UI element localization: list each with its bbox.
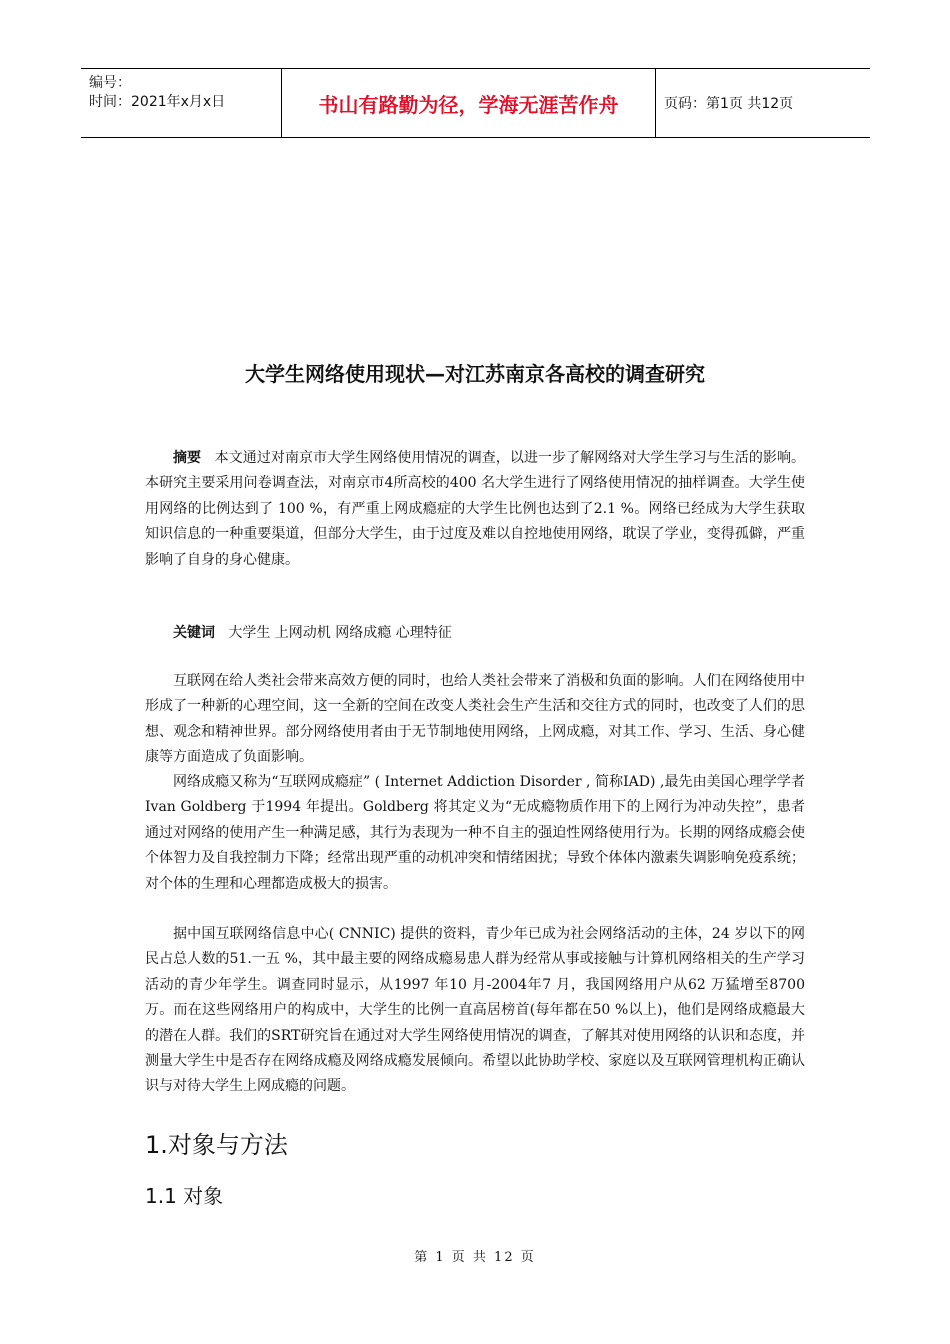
keywords-label: 关键词 xyxy=(173,625,215,641)
body-paragraph-1: 互联网在给人类社会带来高效方便的同时，也给人类社会带来了消极和负面的影响。人们在网络使用中形成了一种新的心理空间，这一全新的空间在改变人类社会生产生活和交往方式的同时，也改变了人们的思想、观念和精神世界。部分网络使用者由于无节制地使用网络，上网成瘾，对其工作、学习、生活、身心健康等方面造成了负面影响。 xyxy=(145,673,805,766)
subsection-heading: 1.1 对象 xyxy=(145,1184,224,1208)
abstract-paragraph xyxy=(145,446,805,573)
abstract-label: 摘要 xyxy=(173,450,202,466)
abstract-text: 本文通过对南京市大学生网络使用情况的调查，以进一步了解网络对大学生学习与生活的影响。本研究主要采用问卷调查法，对南京市4所高校的400 名大学生进行了网络使用情况的抽样调查。大学生使用网络的比例达到了 100 %，有严重上网成瘾症的大学生比例也达到了2.1 %。网络已经成为大学生获取知识信息的一种重要渠道，但部分大学生，由于过度及难以自控地使用网络，耽误了学业，变得孤僻，严重影响了自身的身心健康。 xyxy=(145,450,806,568)
document-title: 大学生网络使用现状—对江苏南京各高校的调查研究 xyxy=(245,362,705,386)
page-footer: 第 1 页 共 12 页 xyxy=(414,1250,536,1265)
body-paragraph-2: 网络成瘾又称为“互联网成瘾症” ( Internet Addiction Disorder , 简称IAD) ,最先由美国心理学学者Ivan Goldberg 于1994 年提出。Goldberg 将其定义为“无成瘾物质作用下的上网行为冲动失控”，患者通过对网络的使用产生一种满足感，其行为表现为一种不自主的强迫性网络使用行为。长期的网络成瘾会使个体智力及自我控制力下降；经常出现严重的动机冲突和情绪困扰；导致个体体内激素失调影响免疫系统；对个体的生理和心理都造成极大的损害。 xyxy=(145,774,805,892)
header-page-number: 页码：第1页 共12页 xyxy=(664,96,794,112)
body-paragraph-3: 据中国互联网络信息中心( CNNIC) 提供的资料，青少年已成为社会网络活动的主体，24 岁以下的网民占总人数的51.一五 %，其中最主要的网络成瘾易患人群为经常从事或接触与计算机网络相关的生产学习活动的青少年学生。调查同时显示，从1997 年10 月-2004年7 月，我国网络用户从62 万猛增至8700 万。而在这些网络用户的构成中，大学生的比例一直高居榜首(每年都在50 %以上)，他们是网络成瘾最大的潜在人群。我们的SRT研究旨在通过对大学生网络使用情况的调查，了解其对使用网络的认识和态度，并测量大学生中是否存在网络成瘾及网络成瘾发展倾向。希望以此协助学校、家庭以及互联网管理机构正确认识与对待大学生上网成瘾的问题。 xyxy=(145,926,805,1095)
header-motto: 书山有路勤为径，学海无涯苦作舟 xyxy=(282,69,656,137)
header-number: 编号： xyxy=(89,75,131,91)
keywords-text: 大学生 上网动机 网络成瘾 心理特征 xyxy=(228,625,452,641)
page-header xyxy=(81,68,870,138)
keywords-paragraph xyxy=(145,621,805,646)
section-heading: 1.对象与方法 xyxy=(145,1131,288,1159)
header-meta xyxy=(81,69,282,137)
header-date: 时间：2021年x月x日 xyxy=(89,94,226,110)
